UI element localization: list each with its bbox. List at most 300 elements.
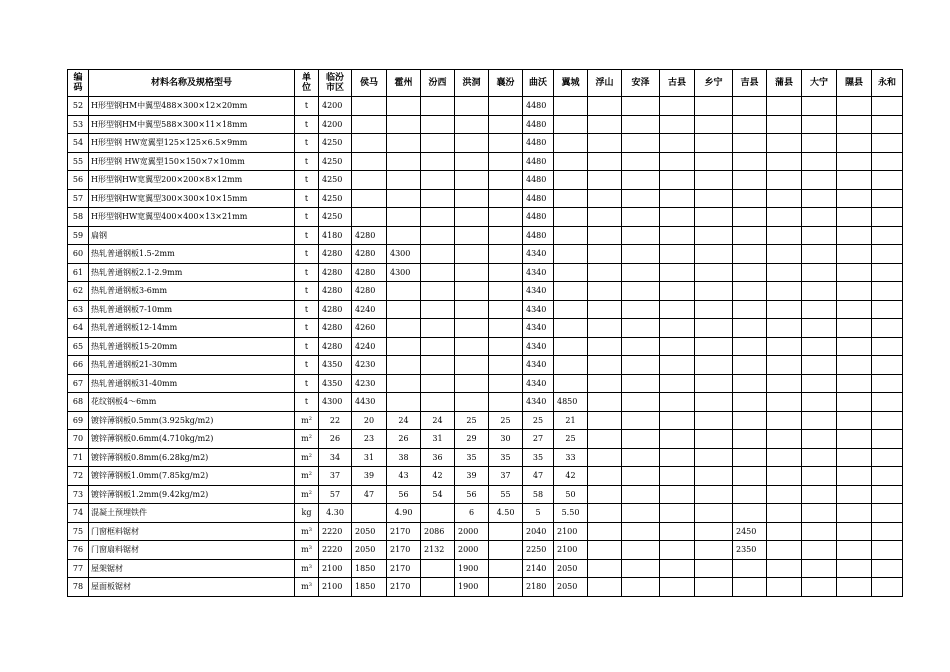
price-cell (421, 300, 455, 319)
header-yicheng: 翼城 (554, 70, 588, 97)
price-cell (455, 245, 489, 264)
price-cell (872, 559, 903, 578)
price-cell (695, 300, 733, 319)
price-cell (554, 97, 588, 116)
price-cell: 4280 (352, 245, 387, 264)
row-code: 72 (68, 467, 89, 486)
price-cell (455, 282, 489, 301)
price-cell (733, 97, 767, 116)
price-cell (695, 559, 733, 578)
price-cell (489, 356, 523, 375)
table-row (68, 522, 903, 541)
row-unit (295, 245, 319, 264)
price-cell (660, 559, 695, 578)
price-cell (660, 522, 695, 541)
price-cell (733, 467, 767, 486)
price-cell: 4340 (523, 319, 554, 338)
price-cell: 4300 (319, 393, 352, 412)
price-cell (455, 263, 489, 282)
unit-superscript: 2 (308, 452, 312, 459)
unit-text: t (304, 212, 309, 222)
price-cell (455, 300, 489, 319)
price-cell (660, 541, 695, 560)
price-cell (622, 448, 660, 467)
price-cell (733, 208, 767, 227)
price-cell: 23 (352, 430, 387, 449)
price-cell (733, 411, 767, 430)
header-code: 编 码 (68, 70, 89, 97)
price-cell (387, 171, 421, 190)
price-cell: 42 (554, 467, 588, 486)
unit-superscript: 3 (308, 526, 312, 533)
price-cell (622, 559, 660, 578)
row-code: 65 (68, 337, 89, 356)
price-cell (421, 559, 455, 578)
row-code: 52 (68, 97, 89, 116)
price-cell (554, 152, 588, 171)
price-cell (695, 485, 733, 504)
price-cell (733, 115, 767, 134)
price-cell (837, 374, 872, 393)
price-cell (554, 319, 588, 338)
price-cell (837, 559, 872, 578)
price-cell (421, 134, 455, 153)
unit-superscript: 2 (308, 415, 312, 422)
price-cell (489, 541, 523, 560)
unit-superscript: 3 (308, 545, 312, 552)
price-cell (588, 541, 622, 560)
unit-superscript: 2 (308, 434, 312, 441)
price-cell (554, 374, 588, 393)
table-row (68, 374, 903, 393)
unit-text: t (304, 341, 309, 351)
price-cell: 4280 (319, 263, 352, 282)
price-cell: 47 (523, 467, 554, 486)
row-material-name: H形型钢HW宽翼型200×200×8×12mm (89, 171, 295, 190)
price-cell (872, 578, 903, 597)
price-cell (622, 541, 660, 560)
price-cell (695, 541, 733, 560)
price-cell: 4280 (319, 337, 352, 356)
price-cell: 4350 (319, 374, 352, 393)
price-cell (767, 559, 802, 578)
price-cell (588, 430, 622, 449)
price-cell (733, 134, 767, 153)
price-cell (588, 152, 622, 171)
price-cell (387, 282, 421, 301)
price-cell (802, 152, 837, 171)
table-row (68, 189, 903, 208)
price-cell (837, 300, 872, 319)
header-houma: 侯马 (352, 70, 387, 97)
price-cell (421, 189, 455, 208)
price-cell: 35 (523, 448, 554, 467)
price-cell (387, 337, 421, 356)
price-cell: 31 (352, 448, 387, 467)
price-cell: 4300 (387, 263, 421, 282)
row-material-name: 门窗扇料锯材 (89, 541, 295, 560)
price-cell (352, 189, 387, 208)
price-cell (660, 448, 695, 467)
table-row (68, 578, 903, 597)
price-cell: 2250 (523, 541, 554, 560)
price-cell (421, 578, 455, 597)
header-anze: 安泽 (622, 70, 660, 97)
row-material-name: H形型钢 HW宽翼型150×150×7×10mm (89, 152, 295, 171)
price-cell (733, 559, 767, 578)
row-code: 53 (68, 115, 89, 134)
header-quwo: 曲沃 (523, 70, 554, 97)
price-cell (872, 208, 903, 227)
price-cell (660, 208, 695, 227)
price-cell (588, 578, 622, 597)
price-cell (733, 504, 767, 523)
price-cell (489, 263, 523, 282)
price-cell (837, 393, 872, 412)
price-cell (489, 115, 523, 134)
price-cell: 42 (421, 467, 455, 486)
price-cell (622, 578, 660, 597)
price-cell: 25 (455, 411, 489, 430)
row-material-name: 扁钢 (89, 226, 295, 245)
price-cell (421, 208, 455, 227)
price-cell (622, 152, 660, 171)
row-unit (295, 522, 319, 541)
price-cell (554, 208, 588, 227)
price-cell: 4340 (523, 263, 554, 282)
price-cell (455, 374, 489, 393)
price-cell (588, 171, 622, 190)
price-cell (421, 337, 455, 356)
unit-text: t (304, 360, 309, 370)
price-cell: 56 (387, 485, 421, 504)
price-cell: 35 (489, 448, 523, 467)
price-cell (622, 282, 660, 301)
table-row (68, 245, 903, 264)
price-cell: 4200 (319, 97, 352, 116)
row-code: 77 (68, 559, 89, 578)
price-cell (872, 282, 903, 301)
price-cell (660, 300, 695, 319)
price-cell: 4480 (523, 115, 554, 134)
price-cell (802, 282, 837, 301)
price-cell: 4.50 (489, 504, 523, 523)
price-cell: 20 (352, 411, 387, 430)
price-cell (767, 374, 802, 393)
price-cell: 4240 (352, 300, 387, 319)
price-cell (588, 263, 622, 282)
price-cell (802, 374, 837, 393)
table-row (68, 448, 903, 467)
row-unit (295, 152, 319, 171)
price-cell (421, 263, 455, 282)
price-cell (802, 115, 837, 134)
price-cell: 2100 (319, 578, 352, 597)
row-code: 55 (68, 152, 89, 171)
price-cell (872, 300, 903, 319)
price-cell: 4250 (319, 189, 352, 208)
price-cell (767, 282, 802, 301)
price-cell (837, 208, 872, 227)
price-cell (622, 300, 660, 319)
price-cell (622, 411, 660, 430)
row-unit (295, 356, 319, 375)
price-cell: 2132 (421, 541, 455, 560)
row-unit (295, 374, 319, 393)
row-unit (295, 467, 319, 486)
price-cell: 2140 (523, 559, 554, 578)
price-cell (767, 448, 802, 467)
price-cell: 36 (421, 448, 455, 467)
price-cell: 2220 (319, 522, 352, 541)
price-cell: 25 (523, 411, 554, 430)
row-code: 75 (68, 522, 89, 541)
price-cell (622, 374, 660, 393)
price-cell (387, 319, 421, 338)
row-code: 70 (68, 430, 89, 449)
price-cell (489, 171, 523, 190)
price-cell (455, 319, 489, 338)
price-cell: 27 (523, 430, 554, 449)
price-cell: 4.30 (319, 504, 352, 523)
price-cell: 31 (421, 430, 455, 449)
price-cell (872, 319, 903, 338)
price-cell (733, 448, 767, 467)
unit-text: t (304, 249, 309, 259)
price-cell (554, 300, 588, 319)
price-cell (695, 578, 733, 597)
row-code: 64 (68, 319, 89, 338)
price-cell (489, 134, 523, 153)
price-cell (660, 171, 695, 190)
price-cell (660, 467, 695, 486)
header-fenxi: 汾西 (421, 70, 455, 97)
price-cell (733, 374, 767, 393)
price-cell (489, 226, 523, 245)
price-cell (802, 208, 837, 227)
price-cell (352, 171, 387, 190)
price-cell: 2040 (523, 522, 554, 541)
price-cell: 4340 (523, 337, 554, 356)
row-material-name: 门窗框料锯材 (89, 522, 295, 541)
row-material-name: 镀锌薄钢板0.5mm(3.925kg/m2) (89, 411, 295, 430)
price-cell (767, 522, 802, 541)
price-cell (660, 411, 695, 430)
table-row (68, 115, 903, 134)
unit-text: m (301, 452, 309, 462)
row-unit (295, 448, 319, 467)
price-cell (872, 504, 903, 523)
price-cell (733, 189, 767, 208)
price-cell: 5 (523, 504, 554, 523)
row-material-name: 镀锌薄钢板0.8mm(6.28kg/m2) (89, 448, 295, 467)
row-code: 71 (68, 448, 89, 467)
table-row (68, 208, 903, 227)
header-fushan: 浮山 (588, 70, 622, 97)
price-cell (837, 541, 872, 560)
unit-text: t (304, 267, 309, 277)
price-cell (622, 319, 660, 338)
price-cell (802, 430, 837, 449)
price-cell: 4350 (319, 356, 352, 375)
price-cell (622, 356, 660, 375)
price-cell (554, 115, 588, 134)
row-material-name: 热轧普通钢板21-30mm (89, 356, 295, 375)
price-cell (767, 393, 802, 412)
price-cell: 26 (319, 430, 352, 449)
price-cell (588, 337, 622, 356)
price-cell (837, 189, 872, 208)
price-cell (767, 411, 802, 430)
header-xiangfen: 襄汾 (489, 70, 523, 97)
price-cell: 4430 (352, 393, 387, 412)
price-cell: 2050 (554, 559, 588, 578)
price-cell (660, 189, 695, 208)
row-unit (295, 282, 319, 301)
price-cell: 4280 (352, 226, 387, 245)
price-cell (554, 134, 588, 153)
row-material-name: H形型钢HM中翼型488×300×12×20mm (89, 97, 295, 116)
price-cell: 54 (421, 485, 455, 504)
price-cell (802, 578, 837, 597)
price-cell (872, 337, 903, 356)
price-cell (660, 578, 695, 597)
price-cell (872, 448, 903, 467)
price-cell (767, 504, 802, 523)
price-cell (837, 522, 872, 541)
price-cell (802, 97, 837, 116)
price-cell (872, 541, 903, 560)
price-cell (455, 208, 489, 227)
price-cell (622, 522, 660, 541)
price-cell (802, 393, 837, 412)
unit-text: t (304, 323, 309, 333)
price-cell (588, 559, 622, 578)
header-material-name: 材料名称及规格型号 (89, 70, 295, 97)
price-cell (767, 189, 802, 208)
price-cell (455, 134, 489, 153)
price-cell (733, 171, 767, 190)
table-row (68, 226, 903, 245)
price-cell (489, 393, 523, 412)
price-cell (695, 263, 733, 282)
price-cell (872, 226, 903, 245)
price-cell (837, 411, 872, 430)
price-cell (588, 97, 622, 116)
price-cell (660, 485, 695, 504)
price-cell (837, 319, 872, 338)
price-cell: 25 (554, 430, 588, 449)
table-row (68, 171, 903, 190)
price-cell (421, 504, 455, 523)
price-cell (837, 448, 872, 467)
price-cell (660, 226, 695, 245)
price-cell (622, 189, 660, 208)
price-cell (872, 152, 903, 171)
row-unit (295, 134, 319, 153)
table-row (68, 282, 903, 301)
price-cell (767, 467, 802, 486)
table-row (68, 263, 903, 282)
price-cell (387, 300, 421, 319)
price-cell: 34 (319, 448, 352, 467)
price-cell (733, 152, 767, 171)
price-cell (660, 134, 695, 153)
price-cell (588, 448, 622, 467)
row-material-name: 屋面板锯材 (89, 578, 295, 597)
price-cell (588, 282, 622, 301)
price-cell (554, 263, 588, 282)
row-code: 74 (68, 504, 89, 523)
price-cell (872, 393, 903, 412)
price-cell (387, 97, 421, 116)
table-row (68, 319, 903, 338)
price-cell (767, 171, 802, 190)
table-row (68, 485, 903, 504)
price-cell: 2350 (733, 541, 767, 560)
price-cell: 2220 (319, 541, 352, 560)
row-code: 68 (68, 393, 89, 412)
price-cell (837, 578, 872, 597)
row-unit (295, 559, 319, 578)
price-cell (802, 411, 837, 430)
price-cell (387, 189, 421, 208)
header-jixian: 吉县 (733, 70, 767, 97)
price-cell (695, 356, 733, 375)
unit-text: t (304, 101, 309, 111)
header-row (68, 70, 903, 97)
price-cell: 56 (455, 485, 489, 504)
unit-superscript: 2 (308, 471, 312, 478)
price-cell: 2180 (523, 578, 554, 597)
price-cell: 39 (352, 467, 387, 486)
price-cell (733, 393, 767, 412)
price-cell (872, 411, 903, 430)
price-cell (588, 189, 622, 208)
unit-text: m (301, 526, 309, 536)
price-cell: 4340 (523, 282, 554, 301)
price-cell: 4480 (523, 189, 554, 208)
price-cell (352, 504, 387, 523)
price-cell (837, 504, 872, 523)
price-cell (767, 430, 802, 449)
price-cell (802, 226, 837, 245)
price-cell (455, 337, 489, 356)
price-cell (695, 430, 733, 449)
price-cell (695, 411, 733, 430)
price-cell (421, 374, 455, 393)
price-cell: 2100 (554, 541, 588, 560)
price-cell: 2050 (554, 578, 588, 597)
price-cell: 4480 (523, 226, 554, 245)
price-cell (387, 208, 421, 227)
row-unit (295, 171, 319, 190)
row-unit (295, 208, 319, 227)
price-cell (588, 522, 622, 541)
price-cell: 4280 (319, 319, 352, 338)
price-cell (695, 374, 733, 393)
price-cell (622, 467, 660, 486)
row-code: 63 (68, 300, 89, 319)
row-code: 67 (68, 374, 89, 393)
price-cell: 2050 (352, 522, 387, 541)
price-cell (489, 578, 523, 597)
header-yonghe: 永和 (872, 70, 903, 97)
price-cell (622, 430, 660, 449)
price-cell (872, 356, 903, 375)
unit-superscript: 3 (308, 582, 312, 589)
price-cell (695, 226, 733, 245)
